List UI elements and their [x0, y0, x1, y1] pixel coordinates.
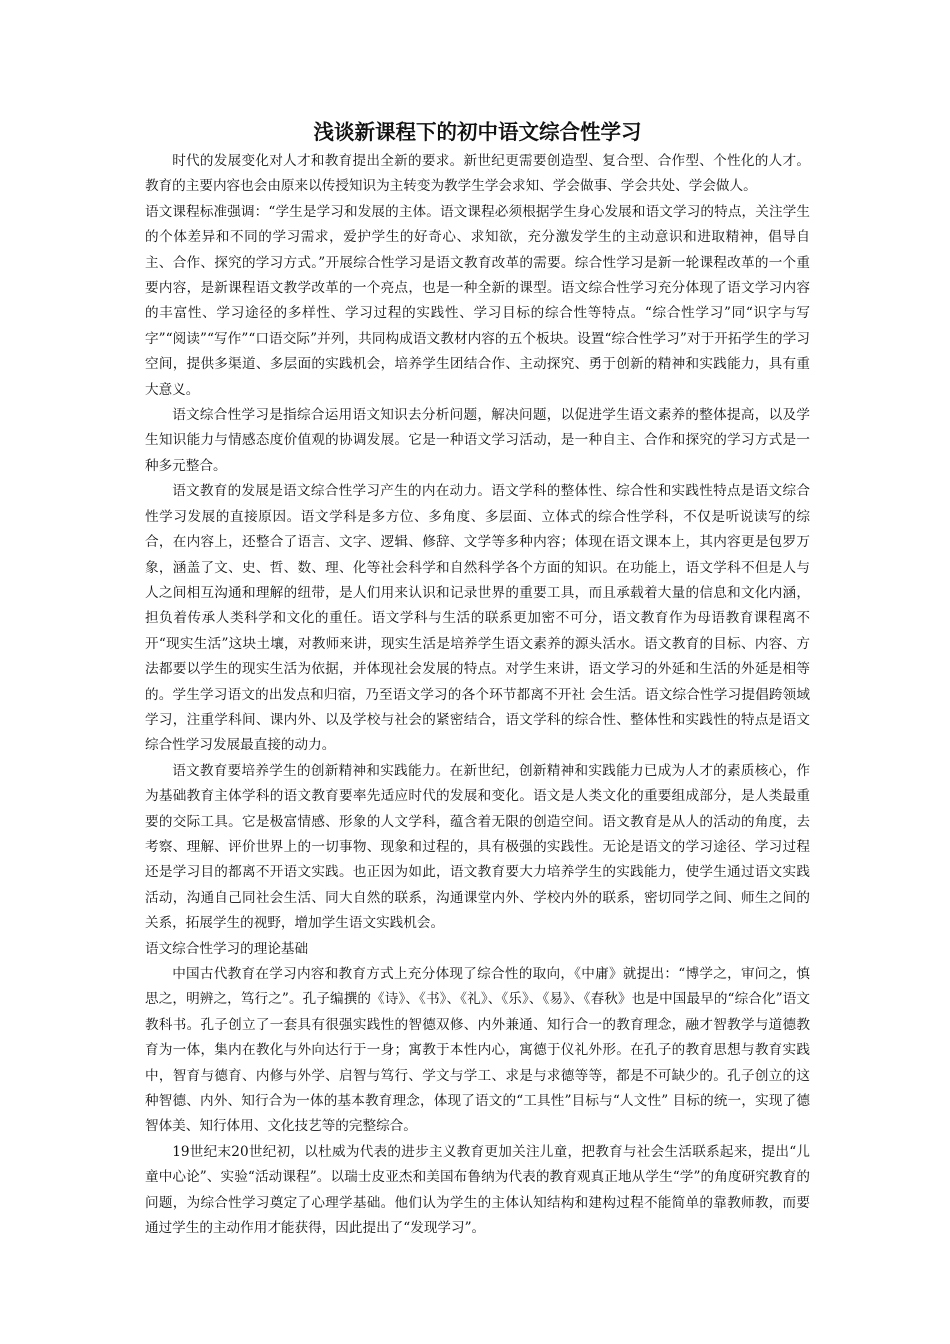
paragraph-modern-theory: 19世纪末20世纪初，以杜威为代表的进步主义教育更加关注儿童，把教育与社会生活联系起来，提出“儿童中心论”、实验“活动课程”。以瑞士皮亚杰和美国布鲁纳为代表的教育观真正地从学生“学”的角度研究教育的问题，为综合性学习奠定了心理学基础。他们认为学生的主体认知结构和建构过程不能简单的靠教师教，而要通过学生的主动作用才能获得，因此提出了“发现学习”。: [145, 1143, 810, 1237]
paragraph-ancient-education: 中国古代教育在学习内容和教育方式上充分体现了综合性的取向，《中庸》就提出：“博学之，审问之，慎思之，明辨之，笃行之”。孔子编撰的《诗》、《书》、《礼》、《乐》、《易》、《春秋》也是中国最早的“综合化”语文教科书。孔子创立了一套具有很强实践性的智德双修、内外兼通、知行合一的教育理念，融才智教学与道德教育为一体，集内在教化与外向达行于一身；寓教于本性内心，寓德于仪礼外形。在孔子的教育思想与教育实践中，智育与德育、内修与外学、启智与笃行、学文与学工、求是与求德等等，都是不可缺少的。孔子创立的这种智德、内外、知行合为一体的基本教育理念，体现了语文的“工具性”目标与“人文性” 目标的统一，实现了德智体美、知行体用、文化技艺等的完整综合。: [145, 966, 810, 1135]
document-title: 浅谈新课程下的初中语文综合性学习: [313, 120, 642, 144]
paragraph-definition: 语文综合性学习是指综合运用语文知识去分析问题，解决问题，以促进学生语文素养的整体提高，以及学生知识能力与情感态度价值观的协调发展。它是一种语文学习活动，是一种自主、合作和探究的学习方式是一种多元整合。: [145, 407, 810, 474]
paragraph-internal-motivation: 语文教育的发展是语文综合性学习产生的内在动力。语文学科的整体性、综合性和实践性特点是语文综合性学习发展的直接原因。语文学科是多方位、多角度、多层面、立体式的综合性学科，不仅是听说读写的综合，在内容上，还整合了语言、文字、逻辑、修辞、文学等多种内容；体现在语文课本上，其内容更是包罗万象，涵盖了文、史、哲、数、理、化等社会科学和自然科学各个方面的知识。在功能上，语文学科不但是人与人之间相互沟通和理解的纽带，是人们用来认识和记录世界的重要工具，而且承载着大量的信息和文化内涵，担负着传承人类科学和文化的重任。语文学科与生活的联系更加密不可分，语文教育作为母语教育课程离不开“现实生活”这块土壤，对教师来讲，现实生活是培养学生语文素养的源头活水。语文教育的目标、内容、方法都要以学生的现实生活为依据，并体现社会发展的特点。对学生来讲，语文学习的外延和生活的外延是相等的。学生学习语文的出发点和归宿，乃至语文学习的各个环节都离不开社 会生活。语文综合性学习提倡跨领域学习，注重学科间、课内外、以及学校与社会的紧密结合，语文学科的综合性、整体性和实践性的特点是语文综合性学习发展最直接的动力。: [145, 483, 810, 754]
paragraph-intro: 时代的发展变化对人才和教育提出全新的要求。新世纪更需要创造型、复合型、合作型、个性化的人才。教育的主要内容也会由原来以传授知识为主转变为教学生学会求知、学会做事、学会共处、学会做人。: [145, 153, 810, 195]
section-heading-theory: 语文综合性学习的理论基础: [145, 940, 309, 957]
document-page: [145, 118, 810, 1241]
paragraph-curriculum-standard: 语文课程标准强调：“学生是学习和发展的主体。语文课程必须根据学生身心发展和语文学习的特点，关注学生的个体差异和不同的学习需求，爱护学生的好奇心、求知欲，充分激发学生的主动意识和进取精神，倡导自主、合作、探究的学习方式。”开展综合性学习是语文教育改革的需要。综合性学习是新一轮课程改革的一个重要内容，是新课程语文教学改革的一个亮点，也是一种全新的课型。语文综合性学习充分体现了语文学习内容的丰富性、学习途径的多样性、学习过程的实践性、学习目标的综合性等特点。“综合性学习”同“识字与写字”“阅读”“写作”“口语交际”并列，共同构成语文教材内容的五个板块。设置“综合性学习”对于开拓学生的学习空间，提供多渠道、多层面的实践机会，培养学生团结合作、主动探究、勇于创新的精神和实践能力，具有重大意义。: [145, 203, 810, 398]
paragraph-innovation-practice: 语文教育要培养学生的创新精神和实践能力。在新世纪，创新精神和实践能力已成为人才的素质核心，作为基础教育主体学科的语文教育要率先适应时代的发展和变化。语文是人类文化的重要组成部分，是人类最重要的交际工具。它是极富情感、形象的人文学科，蕴含着无限的创造空间。语文教育是从人的活动的角度，去考察、理解、评价世界上的一切事物、现象和过程的，具有极强的实践性。无论是语文的学习途径、学习过程还是学习目的都离不开语文实践。也正因为如此，语文教育要大力培养学生的实践能力，使学生通过语文实践活动，沟通自己同社会生活、同大自然的联系，沟通课堂内外、学校内外的联系，密切同学之间、师生之间的关系，拓展学生的视野，增加学生语文实践机会。: [145, 762, 810, 932]
